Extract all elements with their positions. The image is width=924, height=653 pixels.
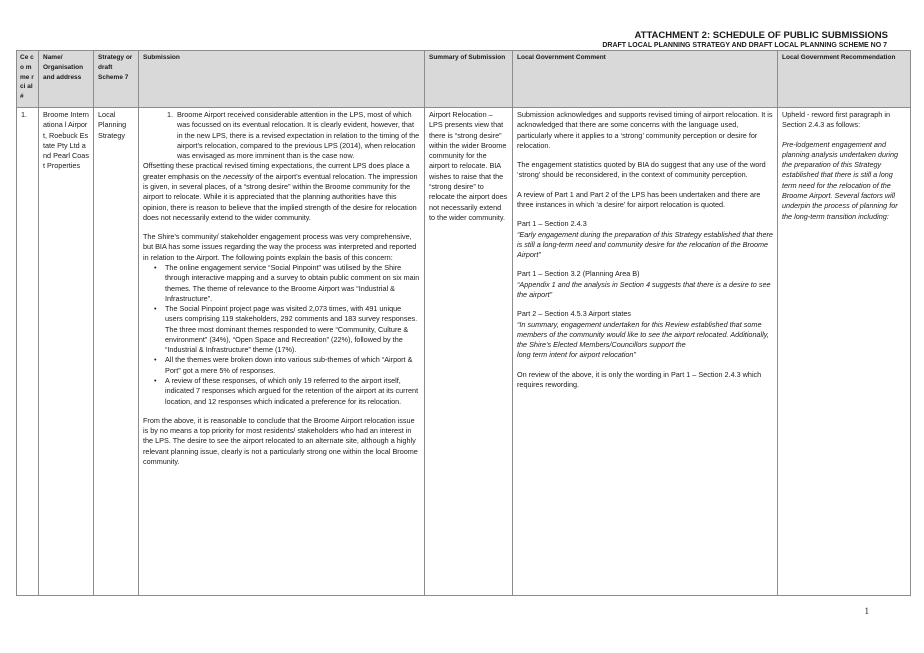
comment-paragraph: Submission acknowledges and supports revised timing of airport relocation. It is acknowledged that there are some concerns with the language used, particularly where it applies to a ‘strong’ community perception or desire for relocation. <box>517 110 773 150</box>
emphasis-text: necessity <box>223 171 254 181</box>
header-recommendation: Local Government Recommendation <box>778 51 911 108</box>
section-reference: Part 1 – Section 3.2 (Planning Area B) <box>517 269 640 279</box>
quoted-text: “Early engagement during the preparation of this Strategy established that there is still a long-term need and community desire for the relocation of the Broome Airport” <box>517 229 773 260</box>
recommendation-quote: Pre-lodgement engagement and planning analysis undertaken during the preparation of this Strategy established that there is still a long term need for the relocation of the Broome Airport. Several factors will underpin the process of planning for the long-term transition including: <box>782 139 899 221</box>
document-title: ATTACHMENT 2: SCHEDULE OF PUBLIC SUBMISSIONS <box>634 30 888 41</box>
comment-paragraph: On review of the above, it is only the wording in Part 1 – Section 2.4.3 which requires rewording. <box>517 369 762 389</box>
comment-cell <box>513 108 778 596</box>
section-reference: Part 2 – Section 4.5.3 Airport states <box>517 309 632 319</box>
submissions-table <box>16 50 911 596</box>
recommendation-paragraph: Upheld - reword first paragraph in Section 2.4.3 as follows: <box>782 110 890 130</box>
summary-cell: Airport Relocation – LPS presents view that there is “strong desire” within the wider Broome community for the airport to relocate. BIA wishes to raise that the “strong desire” to relocate the airport does not necessarily extend to the wider community. <box>425 108 513 596</box>
comment-paragraph: The engagement statistics quoted by BIA do suggest that any use of the word ‘strong’ should be reconsidered, in the context of community perception. <box>517 160 766 180</box>
document-subtitle: DRAFT LOCAL PLANNING STRATEGY AND DRAFT LOCAL PLANNING SCHEME NO 7 <box>602 42 887 49</box>
page-number: 1 <box>864 606 869 616</box>
quoted-text: long term intent for airport relocation” <box>517 350 636 360</box>
submission-cell <box>139 108 425 596</box>
quoted-text: “Appendix 1 and the analysis in Section 4 suggests that there is a desire to see the airport” <box>517 279 771 299</box>
submitter-name: Broome Internationa l Airport, Roebuck Estate Pty Ltd and Pearl Coast Properties <box>39 108 94 596</box>
header-submission: Submission <box>139 51 425 108</box>
header-name-organisation: Name/ Organisation and address <box>39 51 94 108</box>
bullet-item: • The online engagement service “Social Pinpoint” was utilised by the Shire through interactive mapping and a survey to obtain public comment on six main themes. The theme of relevance to the Broome Airport was “Industrial & Infrastructure”. <box>157 263 420 304</box>
header-commercial-number: Ce co m me rci al# <box>17 51 39 108</box>
section-reference: Part 1 – Section 2.4.3 <box>517 219 587 229</box>
submission-item: 1. Broome Airport received considerable attention in the LPS, most of which was focussed on its eventual relocation. It is clearly evident, however, that in the new LPS, there is a revised expectation in relation to the timing of the airport’s relocation, compared to the previous LPS (2014), when relocation was envisaged as more imminent than is the case now. <box>175 110 420 161</box>
submission-text: of the airport’s eventual relocation. The impression is given, in several places, of a “strong desire” within the Broome community for the airport to relocate. While it is appreciated that the planning authorities have this opinion, there is reason to believe that the implied strength of the desire for relocation does not necessarily extend to the wider community. <box>143 171 418 222</box>
recommendation-cell <box>778 108 911 596</box>
submission-text: Offsetting these practical revised timing expectations, the current LPS does place a greater emphasis on the <box>143 161 410 181</box>
row-number: 1. <box>17 108 39 596</box>
header-comment: Local Government Comment <box>513 51 778 108</box>
header-summary: Summary of Submission <box>425 51 513 108</box>
submission-bullet-list <box>143 263 420 407</box>
bullet-item: • A review of these responses, of which only 19 referred to the airport itself, indicated 7 responses which argued for the retention of the airport at its current location, and 12 responses which indicated a preference for its relocation. <box>157 376 420 407</box>
strategy-cell: Local Planning Strategy <box>94 108 139 596</box>
submission-numbered-list <box>143 110 420 161</box>
submission-paragraph: The Shire’s community/ stakeholder engagement process was very comprehensive, but BIA has some issues regarding the way the process was interpreted and reported in relation to the Airport. The following points explain the basis of this concern: <box>143 232 417 262</box>
bullet-item: • The Social Pinpoint project page was visited 2,073 times, with 491 unique users comprising 119 stakeholders, 292 comments and 183 survey responses. The three most dominant themes responded to were “Community, Culture & environment” (34%), “Open Space and Recreation” (22%), followed by the “Industrial & Infrastructure” theme (17%). <box>157 304 420 355</box>
quoted-text: “In summary, engagement undertaken for this Review established that some members of the community would like to see the airport relocated. Additionally, the Shire’s Elected Members/Councillors support the <box>517 319 769 350</box>
submission-paragraph <box>143 161 420 223</box>
comment-paragraph: A review of Part 1 and Part 2 of the LPS has been undertaken and there are three instances in which ‘a desire’ for airport relocation is quoted. <box>517 189 761 209</box>
table-row <box>17 108 911 596</box>
submission-paragraph: From the above, it is reasonable to conclude that the Broome Airport relocation issue is by no means a top priority for most residents/ stakeholders who had an interest in the LPS. The desire to see the airport relocated to an alternate site, although a highly relevant planning issue, clearly is not a particularly strong one within the local Broome community. <box>143 415 418 466</box>
table-header-row <box>17 51 911 108</box>
bullet-item: • All the themes were broken down into various sub-themes of which “Airport & Port” got a mere 5% of responses. <box>157 355 420 376</box>
header-strategy: Strategy or draft Scheme 7 <box>94 51 139 108</box>
